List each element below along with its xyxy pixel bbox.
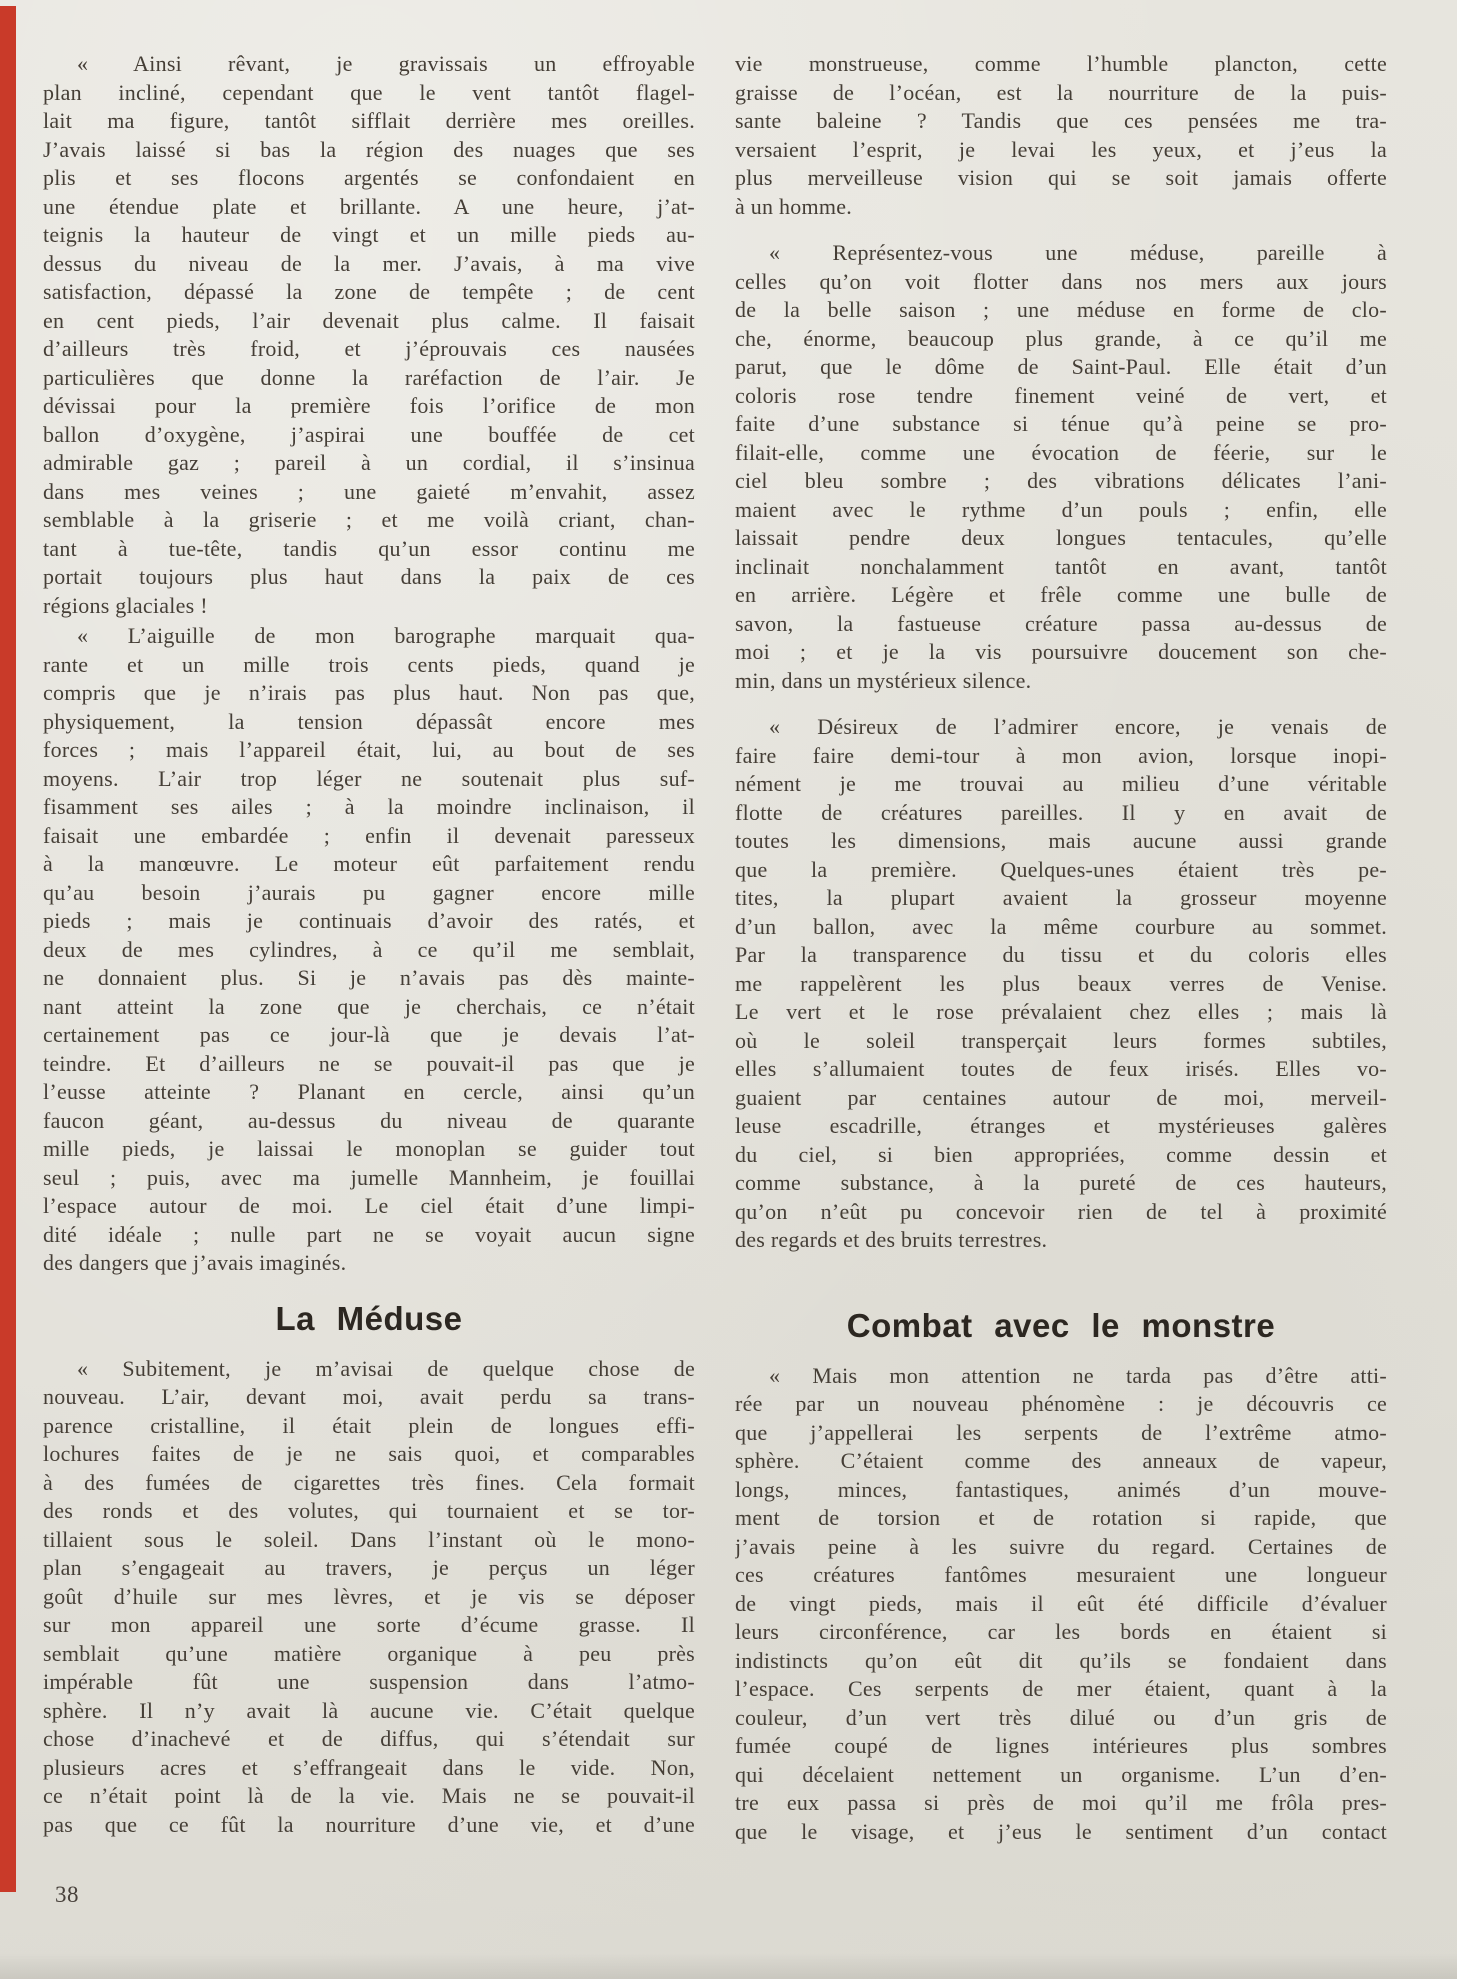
- text-line: faite d’une substance si ténue qu’à peine se pro-: [735, 411, 1387, 436]
- text-line: tre eux passa si près de moi qu’il me frôla pres-: [735, 1790, 1387, 1815]
- text-line: J’avais laissé si bas la région des nuages que ses: [43, 136, 695, 162]
- text-line: teignis la hauteur de vingt et un mille pieds au-: [43, 222, 695, 247]
- text-line: qu’on n’eût pu concevoir rien de tel à proximité: [735, 1198, 1387, 1224]
- text-line: fumée coupé de lignes intérieures plus sombres: [735, 1733, 1387, 1758]
- text-line: semblable à la griserie ; et me voilà criant, chan-: [43, 507, 695, 532]
- text-line: plan s’engageait au travers, je perçus un léger: [43, 1555, 695, 1580]
- text-line: « L’aiguille de mon barographe marquait qua-: [77, 623, 695, 648]
- text-line: sphère. C’étaient comme des anneaux de vapeur,: [735, 1448, 1387, 1473]
- text-line: couleur, d’un vert très dilué ou d’un gris de: [735, 1704, 1387, 1730]
- text-line: « Mais mon attention ne tarda pas d’être atti-: [769, 1362, 1387, 1388]
- text-line: ne donnaient plus. Si je n’avais pas dès mainte-: [43, 965, 695, 990]
- text-line: que la première. Quelques-unes étaient très pe-: [735, 856, 1387, 882]
- text-line: comme substance, à la pureté de ces hauteurs,: [735, 1170, 1387, 1195]
- column-left: [43, 50, 695, 1846]
- text-line: rante et un mille trois cents pieds, quand je: [43, 651, 695, 677]
- text-line: satisfaction, dépassé la zone de tempête ; de cent: [43, 279, 695, 304]
- text-line: vie monstrueuse, comme l’humble plancton, cette: [735, 51, 1387, 76]
- text-line: flotte de créatures pareilles. Il y en avait de: [735, 799, 1387, 825]
- text-line: pas que ce fût la nourriture d’une vie, et d’une: [43, 1811, 695, 1837]
- paragraph: [735, 713, 1387, 1255]
- text-line: indistincts qu’on eût dit qu’ils se fondaient dans: [735, 1647, 1387, 1673]
- text-line: maient avec le rythme d’un pouls ; enfin, elle: [735, 496, 1387, 522]
- text-line: en cent pieds, l’air devenait plus calme. Il faisait: [43, 307, 695, 333]
- text-line: graisse de l’océan, est la nourriture de la puis-: [735, 79, 1387, 105]
- text-line: parut, que le dôme de Saint-Paul. Elle était d’un: [735, 354, 1387, 379]
- text-line: une étendue plate et brillante. A une heure, j’at-: [43, 193, 695, 219]
- text-line: tillaient sous le soleil. Dans l’instant où le mono-: [43, 1526, 695, 1552]
- text-line: dité idéale ; nulle part ne se voyait aucun signe: [43, 1221, 695, 1247]
- text-line: plus merveilleuse vision qui se soit jamais offerte: [735, 165, 1387, 190]
- text-line: fisamment ses ailes ; à la moindre inclinaison, il: [43, 794, 695, 819]
- page-edge-color-stripe: [0, 6, 16, 1892]
- text-line: certainement pas ce jour-là que je devais l’at-: [43, 1022, 695, 1047]
- text-line: tites, la plupart avaient la grosseur moyenne: [735, 885, 1387, 910]
- paragraph: [43, 622, 695, 1278]
- text-line: chose d’inachevé et de diffus, qui s’étendait sur: [43, 1726, 695, 1751]
- text-line: mille pieds, je laissai le monoplan se guider tout: [43, 1136, 695, 1161]
- text-line: d’ailleurs très froid, et j’éprouvais ces nausées: [43, 336, 695, 361]
- text-line: nouveau. L’air, devant moi, avait perdu sa trans-: [43, 1384, 695, 1409]
- text-line: plusieurs acres et s’effrangeait dans le vide. Non,: [43, 1754, 695, 1780]
- text-line: particulières que donne la raréfaction de l’air. Je: [43, 364, 695, 390]
- text-line: pieds ; mais je continuais d’avoir des ratés, et: [43, 908, 695, 933]
- text-line: admirable gaz ; pareil à un cordial, il s’insinua: [43, 450, 695, 475]
- text-line: guaient par centaines autour de moi, merveil-: [735, 1084, 1387, 1110]
- paragraph: [43, 1355, 695, 1840]
- text-line: l’espace autour de moi. Le ciel était d’une limpi-: [43, 1193, 695, 1218]
- text-line: plis et ses flocons argentés se confondaient en: [43, 165, 695, 190]
- text-line: d’un ballon, avec la même courbure au sommet.: [735, 913, 1387, 939]
- text-line: laissait pendre deux longues tentacules, qu’elle: [735, 525, 1387, 550]
- text-line: moi ; et je la vis poursuivre doucement son che-: [735, 639, 1387, 664]
- text-line: nément je me trouvai au milieu d’une véritable: [735, 771, 1387, 796]
- paragraph: [735, 1362, 1387, 1847]
- text-line: lochures faites de je ne sais quoi, et comparables: [43, 1441, 695, 1466]
- text-line: en arrière. Légère et frêle comme une bulle de: [735, 582, 1387, 607]
- text-line: l’espace. Ces serpents de mer étaient, quant à la: [735, 1676, 1387, 1701]
- text-line: leuse escadrille, étranges et mystérieuses galères: [735, 1113, 1387, 1138]
- text-line: ment de torsion et de rotation si rapide, que: [735, 1505, 1387, 1530]
- text-line: que le visage, et j’eus le sentiment d’un contact: [735, 1818, 1387, 1844]
- text-line: de la belle saison ; une méduse en forme de clo-: [735, 297, 1387, 322]
- paragraph: [43, 50, 695, 620]
- text-line: des ronds et des volutes, qui tournaient et se tor-: [43, 1498, 695, 1523]
- page-content: [43, 50, 1387, 1846]
- text-line: ce n’était point là de la vie. Mais ne se pouvait-il: [43, 1783, 695, 1808]
- text-line: dévissai pour la première fois l’orifice de mon: [43, 393, 695, 418]
- text-line: rée par un nouveau phénomène : je découvris ce: [735, 1391, 1387, 1416]
- text-line: qu’au besoin j’aurais pu gagner encore mille: [43, 879, 695, 905]
- page-number: 38: [55, 1882, 79, 1907]
- text-line: à des fumées de cigarettes très fines. Cela formait: [43, 1469, 695, 1495]
- text-line: portait toujours plus haut dans la paix de ces: [43, 564, 695, 589]
- text-line: teindre. Et d’ailleurs ne se pouvait-il pas que je: [43, 1050, 695, 1076]
- text-line: à la manœuvre. Le moteur eût parfaitement rendu: [43, 851, 695, 876]
- text-line: régions glaciales !: [43, 592, 208, 618]
- text-line: me rappelèrent les plus beaux verres de Venise.: [735, 970, 1387, 996]
- text-line: tant à tue-tête, tandis qu’un essor continu me: [43, 535, 695, 561]
- text-line: des dangers que j’avais imaginés.: [43, 1250, 347, 1275]
- text-line: che, énorme, beaucoup plus grande, à ce qu’il me: [735, 325, 1387, 351]
- text-line: deux de mes cylindres, à ce qu’il me semblait,: [43, 936, 695, 962]
- text-line: « Subitement, je m’avisai de quelque chose de: [77, 1355, 695, 1381]
- text-line: à un homme.: [735, 193, 853, 219]
- text-line: faisait une embardée ; enfin il devenait paresseux: [43, 822, 695, 848]
- text-line: savon, la fastueuse créature passa au-dessus de: [735, 610, 1387, 636]
- text-line: ces créatures fantômes mesuraient une longueur: [735, 1562, 1387, 1587]
- text-line: leurs circonférence, car les bords en étaient si: [735, 1619, 1387, 1644]
- text-line: ballon d’oxygène, j’aspirai une bouffée de cet: [43, 421, 695, 447]
- text-line: sante baleine ? Tandis que ces pensées me tra-: [735, 108, 1387, 133]
- text-line: de vingt pieds, mais il eût été difficile d’évaluer: [735, 1590, 1387, 1616]
- text-line: goût d’huile sur mes lèvres, et je vis se déposer: [43, 1583, 695, 1609]
- text-line: seul ; puis, avec ma jumelle Mannheim, je fouillai: [43, 1164, 695, 1190]
- text-line: ciel bleu sombre ; des vibrations délicates l’ani-: [735, 468, 1387, 493]
- text-line: inclinait nonchalamment tantôt en avant, tantôt: [735, 553, 1387, 579]
- paragraph: [735, 50, 1387, 221]
- text-line: plan incliné, cependant que le vent tantôt flagel-: [43, 79, 695, 105]
- text-line: où le soleil transperçait leurs formes subtiles,: [735, 1027, 1387, 1053]
- section-heading: Combat avec le monstre: [846, 1306, 1276, 1344]
- text-line: forces ; mais l’appareil était, lui, au bout de ses: [43, 737, 695, 762]
- text-line: « Ainsi rêvant, je gravissais un effroyable: [77, 51, 695, 76]
- text-line: que j’appellerai les serpents de l’extrême atmo-: [735, 1419, 1387, 1445]
- text-line: min, dans un mystérieux silence.: [735, 667, 1032, 693]
- text-line: coloris rose tendre finement veiné de vert, et: [735, 382, 1387, 408]
- section-heading: La Méduse: [275, 1299, 463, 1337]
- text-line: sur mon appareil une sorte d’écume grasse. Il: [43, 1612, 695, 1637]
- text-line: faire faire demi-tour à mon avion, lorsque inopi-: [735, 742, 1387, 768]
- column-right: [735, 50, 1387, 1846]
- text-line: sphère. Il n’y avait là aucune vie. C’était quelque: [43, 1697, 695, 1723]
- text-line: physiquement, la tension dépassât encore mes: [43, 708, 695, 734]
- text-line: elles s’allumaient toutes de feux irisés. Elles vo-: [735, 1056, 1387, 1081]
- text-line: semblait qu’une matière organique à peu près: [43, 1640, 695, 1666]
- text-line: qui décelaient nettement un organisme. L’un d’en-: [735, 1761, 1387, 1787]
- text-line: des regards et des bruits terrestres.: [735, 1227, 1048, 1252]
- text-line: l’eusse atteinte ? Planant en cercle, ainsi qu’un: [43, 1079, 695, 1104]
- text-line: « Désireux de l’admirer encore, je venais de: [769, 714, 1387, 739]
- text-line: filait-elle, comme une évocation de féerie, sur le: [735, 439, 1387, 465]
- text-line: impérable fût une suspension dans l’atmo-: [43, 1669, 695, 1694]
- text-line: celles qu’on voit flotter dans nos mers aux jours: [735, 268, 1387, 294]
- text-line: Par la transparence du tissu et du coloris elles: [735, 942, 1387, 967]
- text-line: compris que je n’irais pas plus haut. Non pas que,: [43, 680, 695, 705]
- text-line: moyens. L’air trop léger ne soutenait plus suf-: [43, 765, 695, 791]
- text-line: « Représentez-vous une méduse, pareille à: [769, 240, 1387, 265]
- text-line: du ciel, si bien appropriées, comme dessin et: [735, 1141, 1387, 1167]
- paragraph: [735, 239, 1387, 695]
- text-line: Le vert et le rose prévalaient chez elles ; mais là: [735, 999, 1387, 1024]
- text-line: nant atteint la zone que je cherchais, ce n’était: [43, 993, 695, 1019]
- text-line: j’avais peine à les suivre du regard. Certaines de: [735, 1533, 1387, 1559]
- text-line: dessus du niveau de la mer. J’avais, à ma vive: [43, 250, 695, 276]
- text-line: toutes les dimensions, mais aucune aussi grande: [735, 828, 1387, 853]
- text-line: longs, minces, fantastiques, animés d’un mouve-: [735, 1476, 1387, 1502]
- text-line: lait ma figure, tantôt sifflait derrière mes oreilles.: [43, 108, 695, 133]
- text-line: parence cristalline, il était plein de longues effi-: [43, 1412, 695, 1438]
- text-line: faucon géant, au-dessus du niveau de quarante: [43, 1107, 695, 1133]
- text-line: versaient l’esprit, je levai les yeux, et j’eus la: [735, 136, 1387, 162]
- text-line: dans mes veines ; une gaieté m’envahit, assez: [43, 478, 695, 504]
